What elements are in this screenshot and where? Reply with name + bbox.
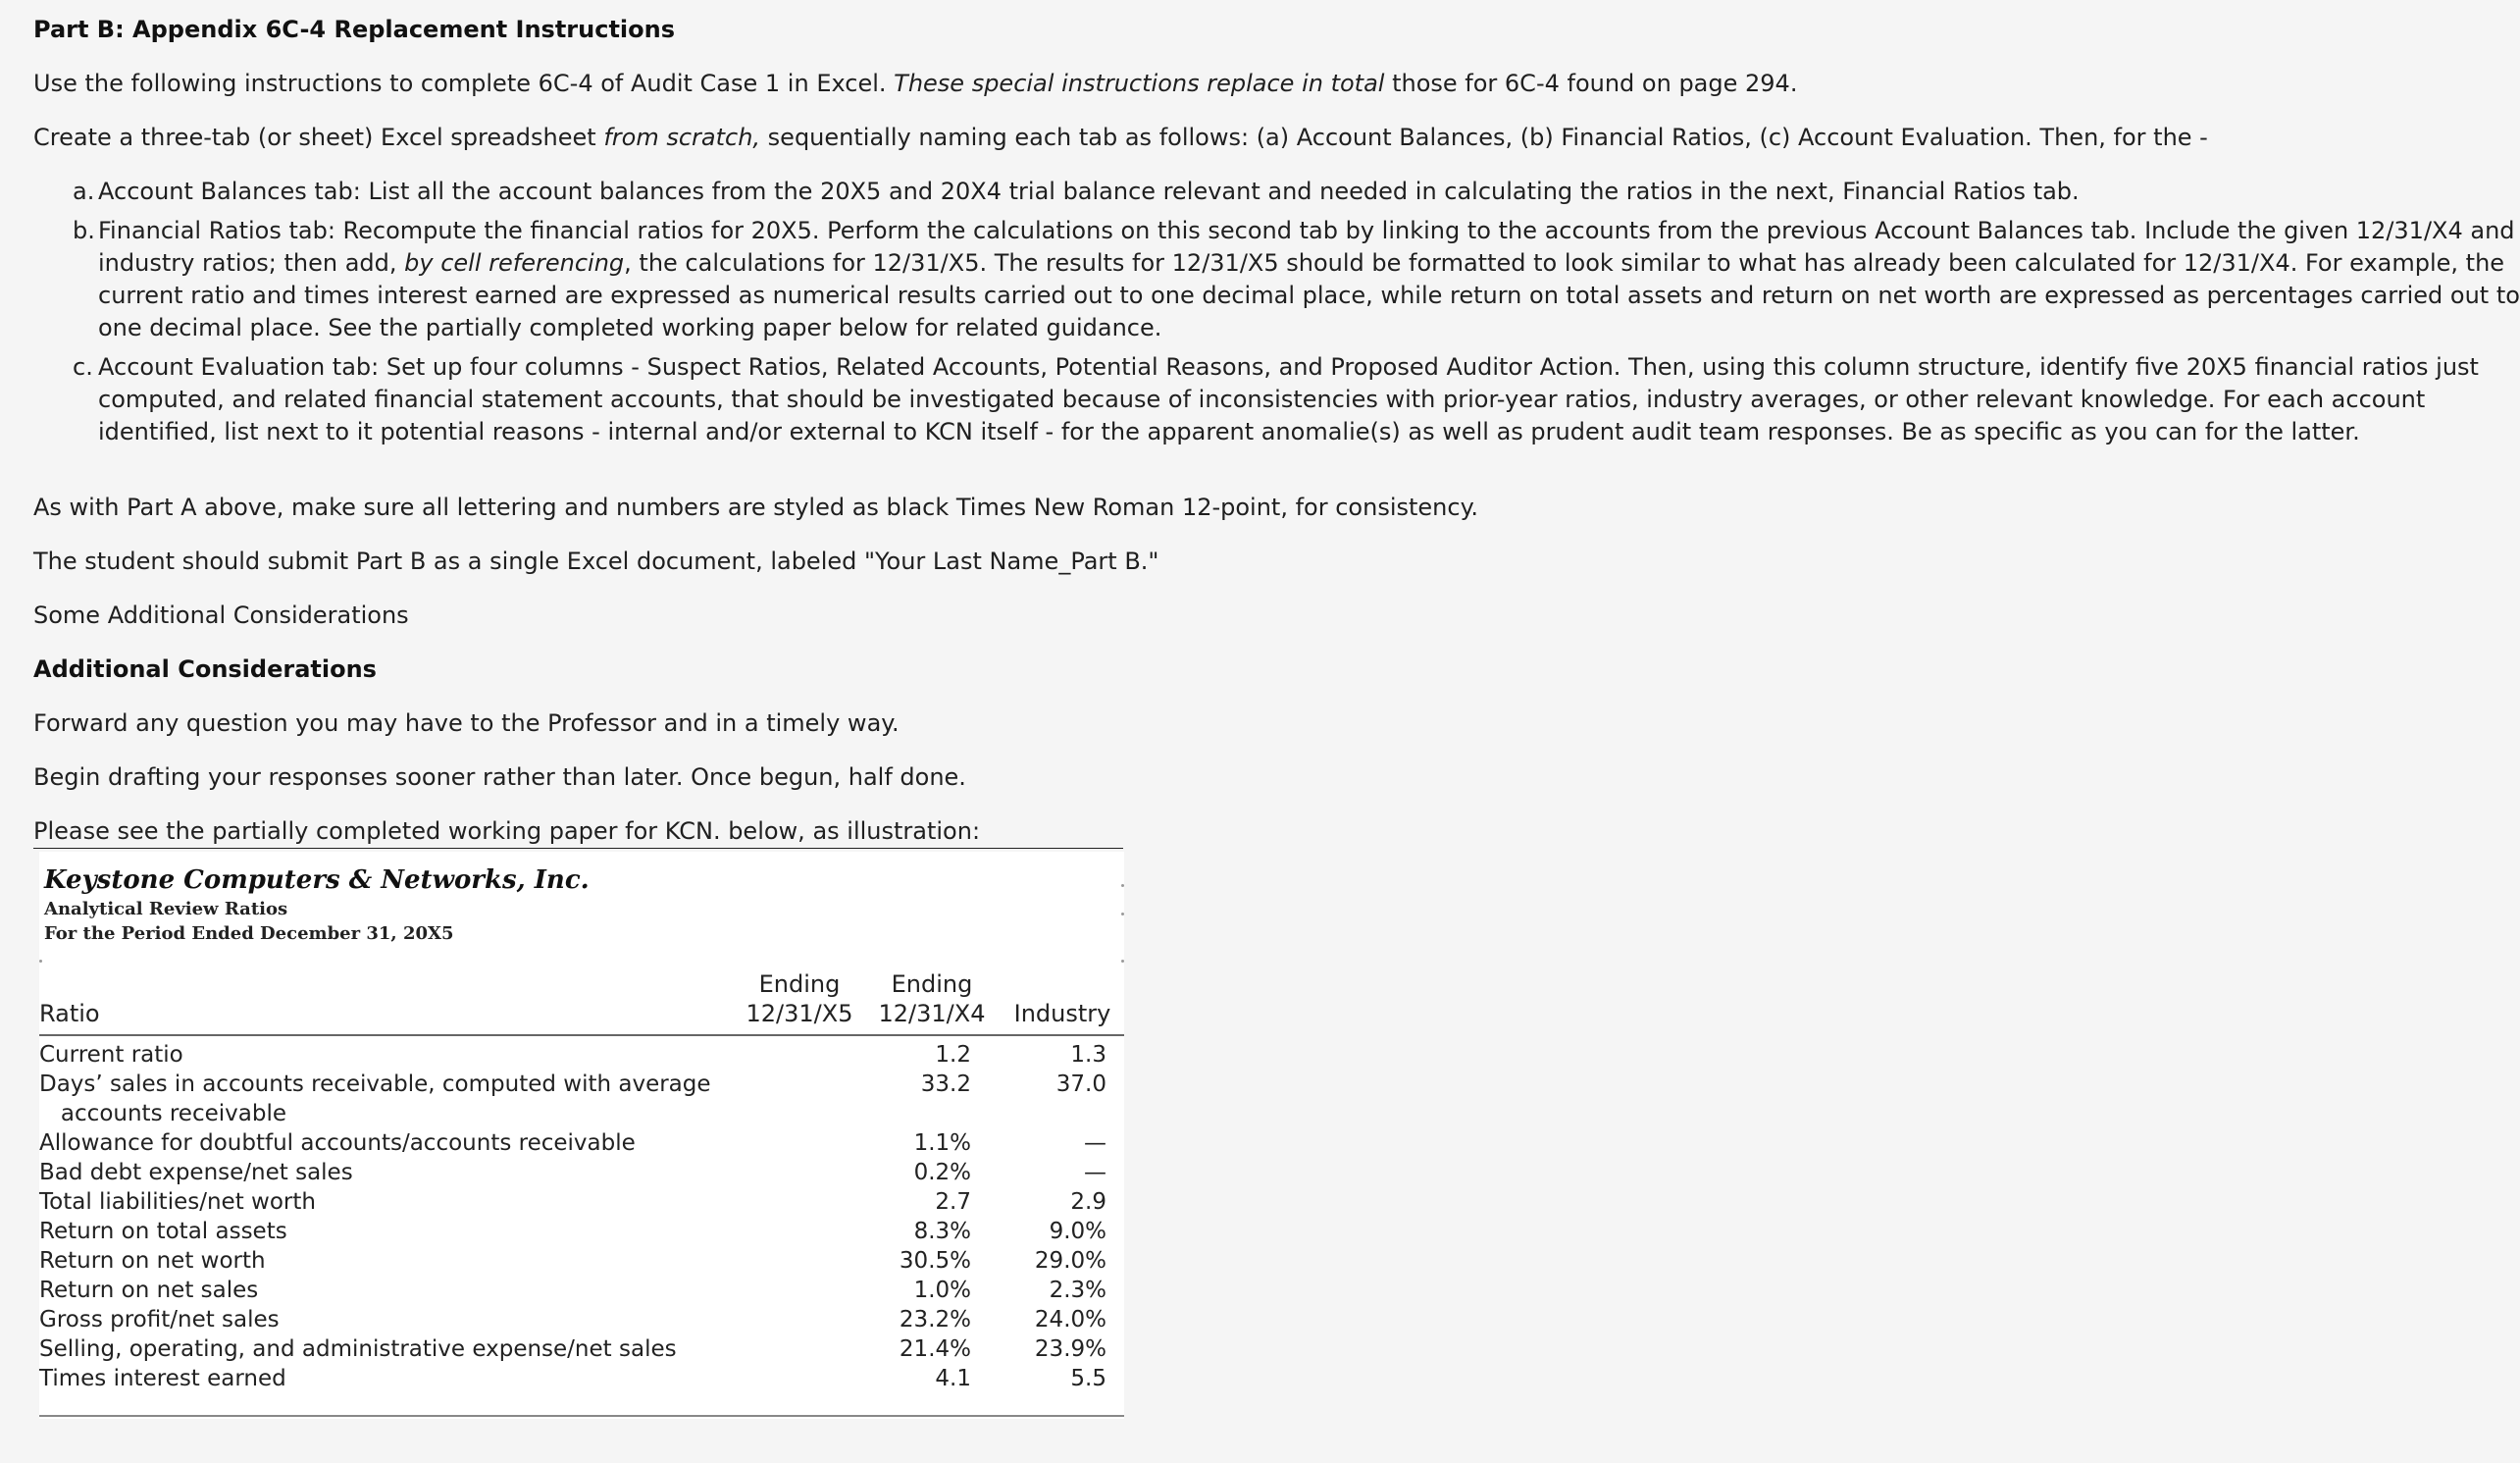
style-note: As with Part A above, make sure all lettering and numbers are styled as black Times New Roman 12-point, for consistency. <box>33 494 1478 521</box>
list-item-text: Account Balances tab: List all the account balances from the 20X5 and 20X4 trial balance relevant and needed in calculating the ratios in the next, Financial Ratios tab. <box>98 178 2080 205</box>
header-x4-top: Ending <box>891 970 973 998</box>
list-marker: b. <box>73 217 95 244</box>
working-paper-subtitle: Analytical Review Ratios <box>44 899 288 919</box>
company-name: Keystone Computers & Networks, Inc. <box>44 865 590 895</box>
table-row: Total liabilities/net worth 2.7 2.9 <box>39 1189 1106 1215</box>
decorative-dot <box>1121 913 1124 915</box>
list-item-c <box>73 351 2520 448</box>
some-additional-considerations: Some Additional Considerations <box>33 601 409 629</box>
working-paper-period: For the Period Ended December 31, 20X5 <box>44 923 454 944</box>
bottom-rule <box>39 1415 1124 1417</box>
header-rule <box>39 1034 1124 1036</box>
header-ratio: Ratio <box>39 1000 100 1027</box>
begin-note: Begin drafting your responses sooner rather than later. Once begun, half done. <box>33 763 966 791</box>
create-text: Create a three-tab (or sheet) Excel spreadsheet <box>33 124 604 151</box>
table-row: Bad debt expense/net sales 0.2% — <box>39 1160 1106 1185</box>
list-item-text: Account Evaluation tab: Set up four columns - Suspect Ratios, Related Accounts, Potential Reasons, and Proposed Auditor Action. Then, using this column structure, identify five 20X5 financial ratios just computed, and related financial statement accounts, that should be investigated because of inconsistencies with prior-year ratios, industry averages, or other relevant knowledge. For each account identified, list next to it potential reasons - internal and/or external to KCN itself - for the apparent anomalie(s) as well as prudent audit team responses. Be as specific as you can for the latter. <box>98 353 2479 445</box>
table-row: Gross profit/net sales 23.2% 24.0% <box>39 1307 1106 1332</box>
additional-considerations-heading: Additional Considerations <box>33 655 377 683</box>
decorative-dot <box>1121 884 1124 887</box>
intro-text-end: those for 6C-4 found on page 294. <box>1384 70 1798 97</box>
list-item-italic: by cell referencing <box>404 249 625 277</box>
create-italic-text: from scratch, <box>603 124 761 151</box>
table-row: Return on total assets 8.3% 9.0% <box>39 1219 1106 1244</box>
list-marker: a. <box>73 178 95 205</box>
working-paper-figure <box>39 852 1124 1419</box>
table-row: Times interest earned 4.1 5.5 <box>39 1366 1106 1391</box>
page-heading: Part B: Appendix 6C-4 Replacement Instructions <box>33 16 676 43</box>
header-x5-top: Ending <box>758 970 841 998</box>
illustration-intro: Please see the partially completed working paper for KCN. below, as illustration: <box>33 815 1123 849</box>
intro-italic-text: These special instructions replace in total <box>894 70 1385 97</box>
table-row: Allowance for doubtful accounts/accounts receivable 1.1% — <box>39 1130 1106 1156</box>
intro-text: Use the following instructions to complete 6C-4 of Audit Case 1 in Excel. <box>33 70 895 97</box>
intro-paragraph <box>33 68 2520 100</box>
list-item-text-end: , the calculations for 12/31/X5. The results for 12/31/X5 should be formatted to look similar to what has already been calculated for 12/31/X4. For example, the current ratio and times interest earned are expressed as numerical results carried out to one decimal place, while return on total assets and return on net worth are expressed as percentages carried out to one decimal place. See the partially completed working paper below for related guidance. <box>98 249 2520 341</box>
list-item-a <box>73 176 2520 208</box>
table-row: Return on net sales 1.0% 2.3% <box>39 1278 1106 1303</box>
table-row: Days’ sales in accounts receivable, computed with average 33.2 37.0 <box>39 1071 1106 1097</box>
create-text-end: sequentially naming each tab as follows: (a) Account Balances, (b) Financial Ratios, (c) Account Evaluation. Then, for the - <box>760 124 2208 151</box>
submit-note: The student should submit Part B as a single Excel document, labeled "Your Last Name_Part B." <box>33 548 1159 575</box>
list-marker: c. <box>73 353 93 381</box>
forward-note: Forward any question you may have to the Professor and in a timely way. <box>33 709 900 737</box>
list-item-text: Financial Ratios tab: Recompute the financial ratios for 20X5. Perform the calculations on this second tab by linking to the accounts from the previous Account Balances tab. Include the given 12/31/X4 and industry ratios; then add, <box>98 217 2515 277</box>
table-row: Return on net worth 30.5% 29.0% <box>39 1248 1106 1274</box>
table-row: Current ratio 1.2 1.3 <box>39 1042 1106 1068</box>
create-paragraph <box>33 122 2520 154</box>
header-industry: Industry <box>1013 1000 1111 1027</box>
table-row: Selling, operating, and administrative expense/net sales 21.4% 23.9% <box>39 1336 1106 1362</box>
header-x4-bottom: 12/31/X4 <box>878 1000 986 1027</box>
decorative-dot <box>39 960 42 963</box>
instruction-list <box>33 176 2520 448</box>
document-body <box>33 14 2520 849</box>
header-x5-bottom: 12/31/X5 <box>746 1000 853 1027</box>
list-item-b <box>73 215 2520 344</box>
decorative-dot <box>1121 960 1124 963</box>
table-row: accounts receivable <box>39 1101 286 1126</box>
